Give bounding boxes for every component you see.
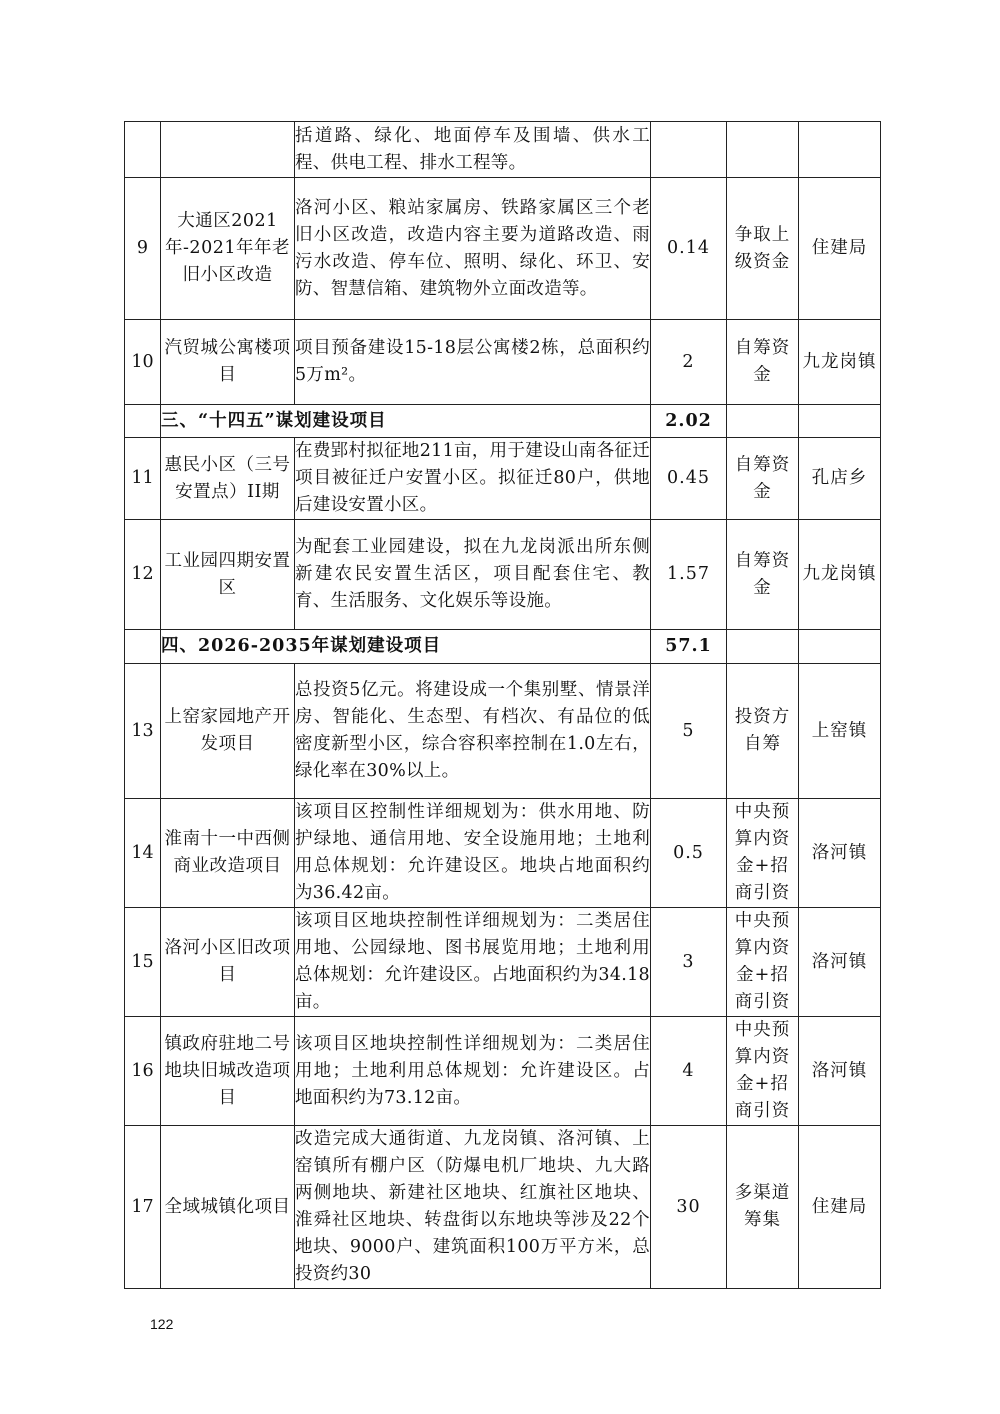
table-row: [125, 799, 881, 908]
investment: 30: [651, 1126, 727, 1289]
project-name: 大通区2021年-2021年年老旧小区改造: [161, 178, 295, 320]
section-row: [125, 405, 881, 438]
investment: 0.14: [651, 178, 727, 320]
responsible-unit: 洛河镇: [799, 908, 881, 1017]
table-row: [125, 438, 881, 520]
responsible-unit: 洛河镇: [799, 799, 881, 908]
responsible-unit: 孔店乡: [799, 438, 881, 520]
table-row: [125, 1017, 881, 1126]
project-description: 改造完成大通街道、九龙岗镇、洛河镇、上窑镇所有棚户区（防爆电机厂地块、九大路两侧地块、新建社区地块、红旗社区地块、淮舜社区地块、转盘街以东地块等涉及22个地块、9000户、建筑面积100万平方米，总投资约30: [295, 1126, 651, 1289]
section-title: 四、2026-2035年谋划建设项目: [161, 630, 651, 664]
section-total: 2.02: [651, 405, 727, 438]
project-name: 洛河小区旧改项目: [161, 908, 295, 1017]
investment: 2: [651, 320, 727, 405]
responsible-unit: 上窑镇: [799, 664, 881, 799]
funding-source: 自筹资金: [727, 438, 799, 520]
funding-source: 投资方自筹: [727, 664, 799, 799]
table-row: [125, 520, 881, 630]
project-description: 在费郢村拟征地211亩，用于建设山南各征迁项目被征迁户安置小区。拟征迁80户，供地后建设安置小区。: [295, 438, 651, 520]
project-name: 全域城镇化项目: [161, 1126, 295, 1289]
funding-source: 中央预算内资金+招商引资: [727, 1017, 799, 1126]
funding-source: [727, 122, 799, 178]
project-name: 镇政府驻地二号地块旧城改造项目: [161, 1017, 295, 1126]
row-number: 16: [125, 1017, 161, 1126]
investment: [651, 122, 727, 178]
row-number: 14: [125, 799, 161, 908]
section-total: 57.1: [651, 630, 727, 664]
project-description: 总投资5亿元。将建设成一个集别墅、情景洋房、智能化、生态型、有档次、有品位的低密度新型小区，综合容积率控制在1.0左右，绿化率在30%以上。: [295, 664, 651, 799]
row-number: 9: [125, 178, 161, 320]
responsible-unit: 住建局: [799, 1126, 881, 1289]
funding-source: 自筹资金: [727, 520, 799, 630]
responsible-unit: 住建局: [799, 178, 881, 320]
section-row: [125, 630, 881, 664]
responsible-unit: 洛河镇: [799, 1017, 881, 1126]
project-description: 括道路、绿化、地面停车及围墙、供水工程、供电工程、排水工程等。: [295, 122, 651, 178]
responsible-unit: 九龙岗镇: [799, 520, 881, 630]
project-name: [161, 122, 295, 178]
row-number: 13: [125, 664, 161, 799]
row-number: 12: [125, 520, 161, 630]
row-number: 15: [125, 908, 161, 1017]
investment: 5: [651, 664, 727, 799]
table-row: [125, 178, 881, 320]
page-number: 122: [150, 1316, 174, 1332]
row-number: [125, 122, 161, 178]
section-title: 三、“十四五”谋划建设项目: [161, 405, 651, 438]
project-name: 工业园四期安置区: [161, 520, 295, 630]
investment: 0.5: [651, 799, 727, 908]
funding-source: 中央预算内资金+招商引资: [727, 799, 799, 908]
investment: 3: [651, 908, 727, 1017]
project-name: 淮南十一中西侧商业改造项目: [161, 799, 295, 908]
table-row: [125, 908, 881, 1017]
project-name: 上窑家园地产开发项目: [161, 664, 295, 799]
table-row: [125, 320, 881, 405]
project-description: 该项目区控制性详细规划为：供水用地、防护绿地、通信用地、安全设施用地；土地利用总体规划：允许建设区。地块占地面积约为36.42亩。: [295, 799, 651, 908]
project-description: 洛河小区、粮站家属房、铁路家属区三个老旧小区改造，改造内容主要为道路改造、雨污水改造、停车位、照明、绿化、环卫、安防、智慧信箱、建筑物外立面改造等。: [295, 178, 651, 320]
funding-source: 中央预算内资金+招商引资: [727, 908, 799, 1017]
funding-source: 多渠道筹集: [727, 1126, 799, 1289]
project-description: 项目预备建设15-18层公寓楼2栋，总面积约5万m²。: [295, 320, 651, 405]
project-description: 为配套工业园建设，拟在九龙岗派出所东侧新建农民安置生活区，项目配套住宅、教育、生活服务、文化娱乐等设施。: [295, 520, 651, 630]
project-name: 汽贸城公寓楼项目: [161, 320, 295, 405]
project-description: 该项目区地块控制性详细规划为：二类居住用地；土地利用总体规划：允许建设区。占地面积约为73.12亩。: [295, 1017, 651, 1126]
project-table: [124, 121, 881, 1289]
investment: 0.45: [651, 438, 727, 520]
row-number: 11: [125, 438, 161, 520]
table-row: [125, 1126, 881, 1289]
investment: 1.57: [651, 520, 727, 630]
funding-source: 争取上级资金: [727, 178, 799, 320]
table-row: [125, 664, 881, 799]
row-number: 10: [125, 320, 161, 405]
project-description: 该项目区地块控制性详细规划为：二类居住用地、公园绿地、图书展览用地；土地利用总体规划：允许建设区。占地面积约为34.18亩。: [295, 908, 651, 1017]
project-name: 惠民小区（三号安置点）II期: [161, 438, 295, 520]
row-number: 17: [125, 1126, 161, 1289]
funding-source: 自筹资金: [727, 320, 799, 405]
table-row: [125, 122, 881, 178]
investment: 4: [651, 1017, 727, 1126]
responsible-unit: 九龙岗镇: [799, 320, 881, 405]
responsible-unit: [799, 122, 881, 178]
